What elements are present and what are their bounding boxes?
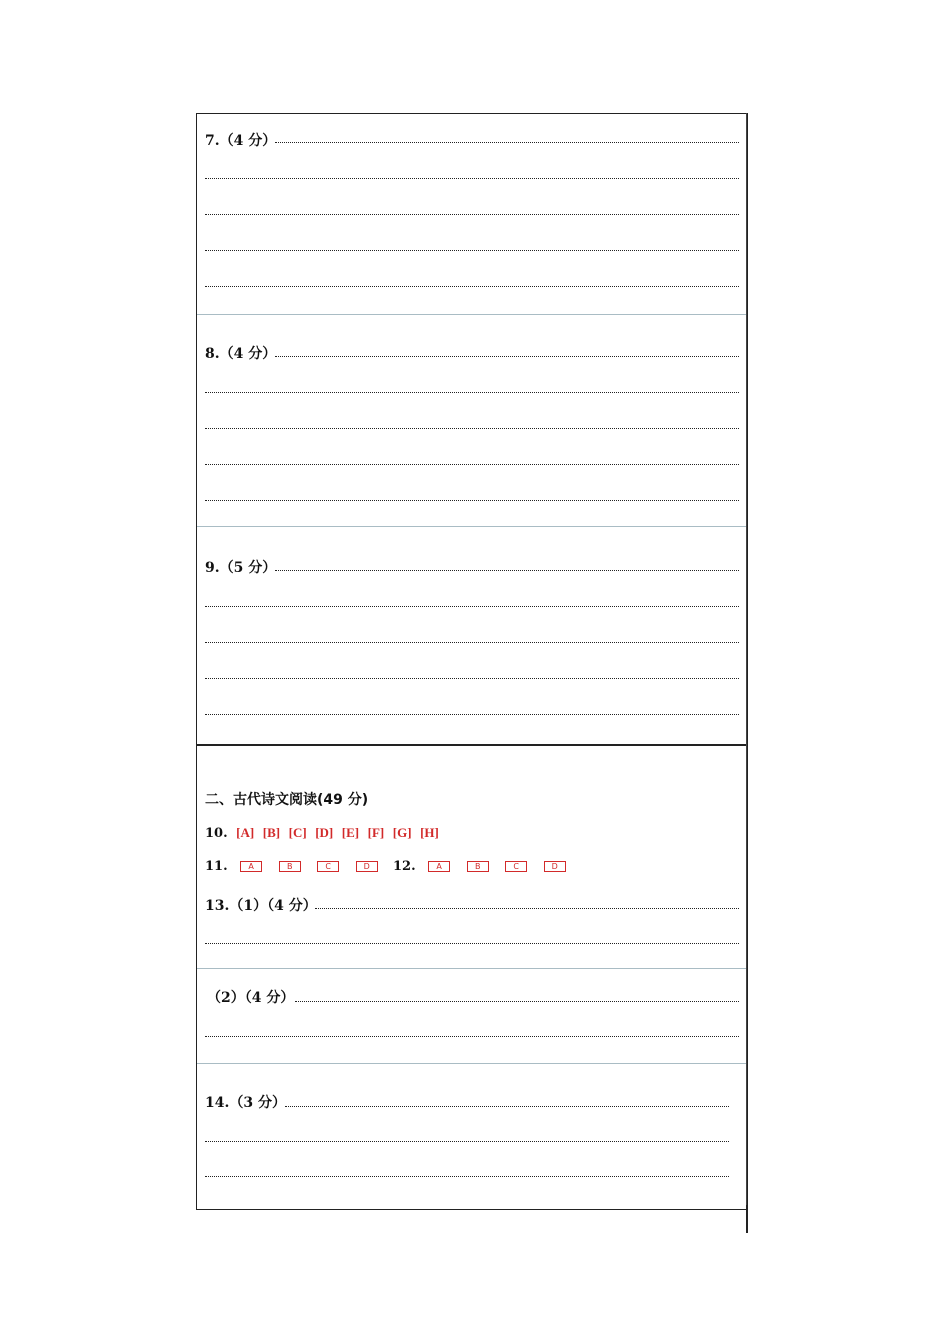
q10-option-g[interactable]: [G] <box>392 825 412 840</box>
q8-answer-line-1[interactable] <box>275 356 739 357</box>
q11-number: 11. <box>205 859 228 874</box>
q13-2-label: （2）（4 分） <box>207 990 295 1006</box>
q7-answer-line-5[interactable] <box>205 286 739 287</box>
q13-1-answer-line-2[interactable] <box>205 943 739 944</box>
q12-option-c[interactable]: C <box>505 861 527 872</box>
q10-option-a[interactable]: [A] <box>236 825 255 840</box>
q10-number: 10. <box>205 826 228 841</box>
q14-answer-line-3[interactable] <box>205 1176 729 1177</box>
q10-option-h[interactable]: [H] <box>420 825 439 840</box>
q12-option-a[interactable]: A <box>428 861 450 872</box>
q9-answer-line-5[interactable] <box>205 714 739 715</box>
q9-answer-line-1[interactable] <box>275 570 739 571</box>
q7-answer-line-1[interactable] <box>275 142 739 143</box>
q11-option-c[interactable]: C <box>317 861 339 872</box>
q7-label: 7.（4 分） <box>205 133 277 149</box>
q14-answer-line-2[interactable] <box>205 1141 729 1142</box>
q11-option-b[interactable]: B <box>279 861 301 872</box>
q10-option-e[interactable]: [E] <box>341 825 360 840</box>
q12-number: 12. <box>393 859 416 874</box>
q7-answer-line-3[interactable] <box>205 214 739 215</box>
q11-row <box>205 859 390 874</box>
q8-label: 8.（4 分） <box>205 346 277 362</box>
q13-1-separator <box>197 968 747 969</box>
q13-1-answer-line-1[interactable] <box>315 908 739 909</box>
q10-row <box>205 825 443 841</box>
q8-answer-line-4[interactable] <box>205 464 739 465</box>
q9-answer-line-2[interactable] <box>205 606 739 607</box>
q13-2-separator <box>197 1063 747 1064</box>
q12-option-b[interactable]: B <box>467 861 489 872</box>
q9-label: 9.（5 分） <box>205 560 277 576</box>
q12-row <box>393 859 578 874</box>
q14-answer-line-1[interactable] <box>285 1106 729 1107</box>
q10-option-d[interactable]: [D] <box>315 825 334 840</box>
q12-option-d[interactable]: D <box>544 861 566 872</box>
q13-2-answer-line-1[interactable] <box>295 1001 739 1002</box>
sheet-right-edge <box>746 113 747 1210</box>
sheet-tail-line <box>746 1205 748 1233</box>
q9-answer-line-4[interactable] <box>205 678 739 679</box>
q8-answer-line-3[interactable] <box>205 428 739 429</box>
q7-answer-line-4[interactable] <box>205 250 739 251</box>
q13-1-label: 13.（1）（4 分） <box>205 898 317 914</box>
section2-heading: 二、古代诗文阅读(49 分) <box>205 792 369 808</box>
q10-option-f[interactable]: [F] <box>367 825 385 840</box>
q13-2-answer-line-2[interactable] <box>205 1036 739 1037</box>
section-divider <box>197 744 747 746</box>
q14-label: 14.（3 分） <box>205 1095 286 1111</box>
q8-separator <box>197 526 747 527</box>
q9-answer-line-3[interactable] <box>205 642 739 643</box>
answer-sheet <box>196 113 748 1210</box>
q8-answer-line-5[interactable] <box>205 500 739 501</box>
q11-option-a[interactable]: A <box>240 861 262 872</box>
q7-separator <box>197 314 747 315</box>
q8-answer-line-2[interactable] <box>205 392 739 393</box>
q11-option-d[interactable]: D <box>356 861 378 872</box>
q10-option-c[interactable]: [C] <box>288 825 307 840</box>
q7-answer-line-2[interactable] <box>205 178 739 179</box>
q10-option-b[interactable]: [B] <box>262 825 281 840</box>
